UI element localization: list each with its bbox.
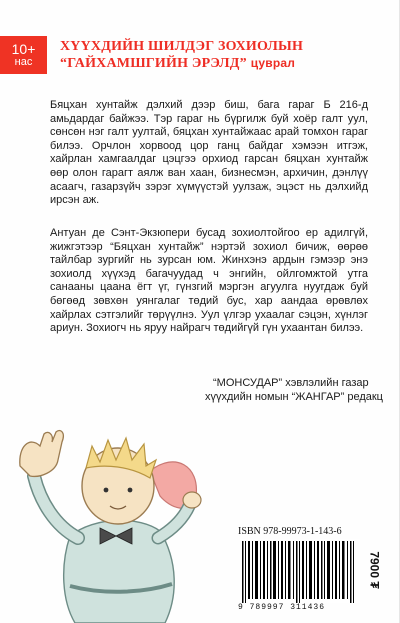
description-paragraph-1: Бяцхан хунтайж дэлхий дээр биш, бага гараг Б 216-д амьдардаг байжээ. Тэр гараг нь бүргилж буй хоёр галт уул, сөнсөн нэг галт уултай, бяцхан хунтайжаас арай томхон гараг билээ. Орчлон хорвоод цор ганц байдаг хэмээн итгэж, хайрлан хамгаалдаг цэцгээ орхиод гарсан бяцхан хунтайж өөр олон гарагт аялж ван хаан, бизнесмэн, архичин, дэнлүү асаагч, газарзүйч зэрэг хүмүүстэй уулзаж, эцэст нь дэлхийд ирсэн аж. bbox=[50, 99, 368, 207]
age-badge bbox=[0, 36, 47, 74]
isbn-label: ISBN 978-99973-1-143-6 bbox=[238, 526, 342, 537]
series-title bbox=[60, 38, 390, 72]
description-paragraph-2: Антуан де Сэнт-Экзюпери бусад зохиолтойгоо ер адилгүй, жижгэтээр “Бяцхан хунтайж” нэртэй зохиол бичиж, өөрөө тайлбар зургийг нь зурсан юм. Жинхэнэ ардын гэмээр энэ зохиолд хүүхэд багачуудад ч энгийн, ойлгомжтой утга санааны цаана ёгт үг, гүнзгий мэргэн агуулга нуугдаж буй бөгөөд зөвхөн уянгалаг төдий бус, хар аандаа өрөвлөх хайрлах сэтгэлийг төрүүлнэ. Уул үлгэр ухаалаг сэцэн, хүнлэг ариун. Зохиогч нь яруу найрагч төдийгүй гүн ухаантан билээ. bbox=[50, 227, 368, 335]
price-value: 7900 ₮ bbox=[368, 551, 383, 589]
publisher-info bbox=[205, 376, 395, 404]
publisher-line1: “МОНСУДАР” хэвлэлийн газар bbox=[213, 377, 369, 389]
barcode-number: 9 789997 311436 bbox=[238, 603, 326, 612]
price-label bbox=[367, 534, 383, 606]
series-title-line2: “ГАЙХАМШГИЙН ЭРЭЛД” bbox=[60, 56, 247, 71]
little-prince-illustration bbox=[0, 416, 210, 623]
age-value: 10+ bbox=[11, 40, 36, 57]
age-unit: нас bbox=[14, 55, 33, 68]
series-tag: цуврал bbox=[250, 56, 296, 70]
publisher-line2: хүүхдийн номын “ЖАНГАР” редакц bbox=[205, 391, 383, 403]
barcode bbox=[240, 539, 360, 603]
series-title-line1: ХҮҮХДИЙН ШИЛДЭГ ЗОХИОЛЫН bbox=[60, 39, 304, 54]
